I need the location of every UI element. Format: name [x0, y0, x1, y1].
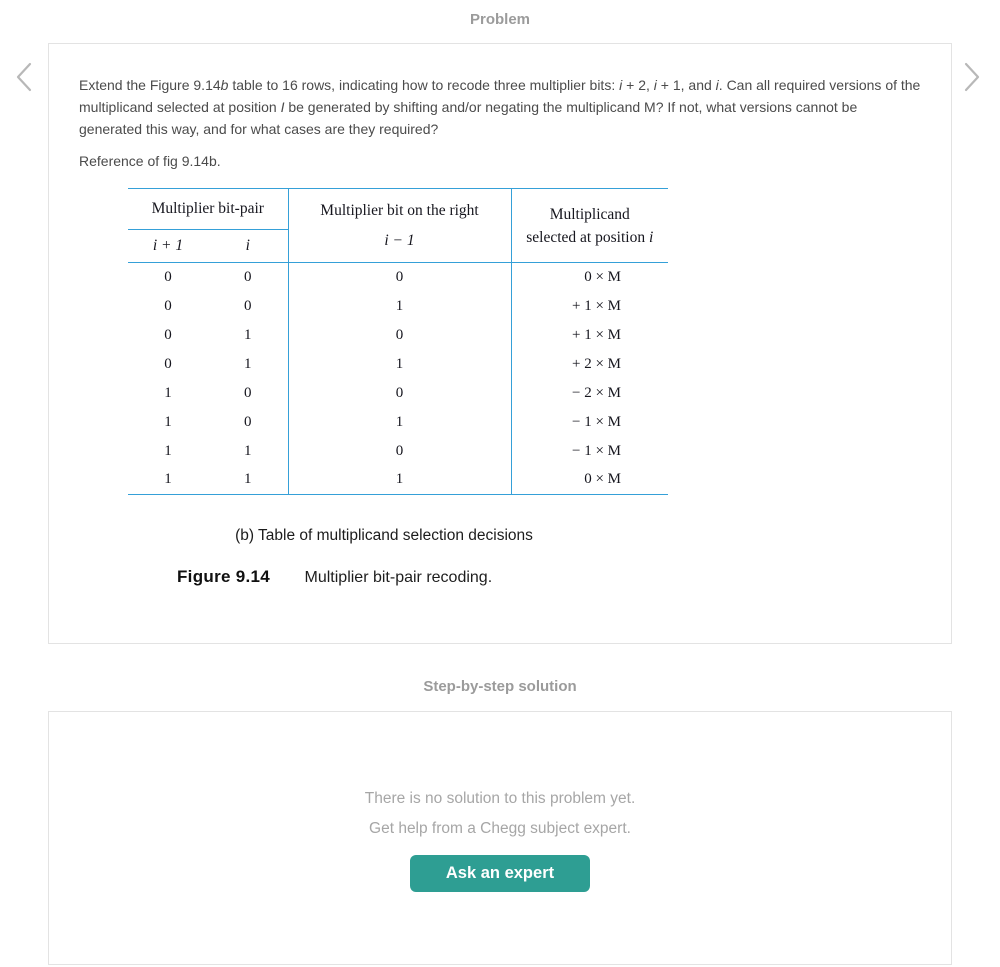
- table-cell: 1: [288, 350, 511, 379]
- column-header-bit-right-sub: i − 1: [384, 232, 415, 249]
- text-segment: table to 16 rows, indicating how to recode three multiplier bits:: [228, 77, 620, 93]
- table-cell: 0: [288, 437, 511, 466]
- column-header-bit-right: [288, 189, 511, 263]
- column-header-multiplicand-line2: [512, 226, 669, 249]
- problem-section-title: Problem: [469, 11, 530, 28]
- table-cell: 1: [164, 413, 172, 430]
- table-cell: 0: [244, 413, 252, 430]
- text-segment: i: [648, 228, 654, 246]
- text-segment: b: [220, 77, 229, 93]
- problem-card: [48, 43, 952, 644]
- reference-text: Reference of fig 9.14b.: [79, 153, 221, 169]
- table-row: [128, 321, 668, 350]
- table-cell: 1: [288, 466, 511, 495]
- text-segment: + 1, and: [656, 77, 716, 93]
- table-cell: 0: [244, 384, 252, 401]
- previous-problem-button[interactable]: [13, 60, 39, 94]
- table-cell: 0 × M: [511, 263, 668, 292]
- text-segment: Extend the Figure 9.14: [79, 77, 221, 93]
- problem-statement: [79, 74, 921, 140]
- text-segment: i: [715, 77, 719, 93]
- table-cell: 0: [288, 379, 511, 408]
- column-header-bit-right-title: Multiplier bit on the right: [320, 202, 479, 219]
- table-cell: 0: [164, 297, 172, 314]
- figure-label: Figure 9.14: [177, 567, 271, 586]
- figure-image: [128, 188, 921, 587]
- solution-section-title: Step-by-step solution: [423, 678, 577, 695]
- text-segment: selected at position: [526, 228, 649, 246]
- get-help-text: Get help from a Chegg subject expert.: [369, 820, 631, 837]
- text-segment: . Can all required versions of the multiplicand selected at position: [79, 77, 921, 115]
- table-cell: 1: [164, 471, 172, 488]
- table-cell: 0: [288, 263, 511, 292]
- table-row: [128, 466, 668, 495]
- column-header-multiplicand-line1: Multiplicand: [549, 205, 630, 223]
- figure-caption-line: [177, 567, 921, 587]
- table-cell: 0: [244, 268, 252, 285]
- table-cell: 1: [244, 442, 252, 459]
- table-cell: − 1 × M: [511, 437, 668, 466]
- column-header-bit-pair: Multiplier bit-pair: [128, 189, 288, 230]
- text-segment: I: [280, 99, 285, 115]
- table-row: [128, 292, 668, 321]
- table-cell: 0: [164, 355, 172, 372]
- table-cell: − 2 × M: [511, 379, 668, 408]
- subheader-i: i: [208, 230, 288, 263]
- chevron-right-icon: [961, 61, 987, 93]
- text-segment: i: [653, 77, 657, 93]
- table-cell: 1: [288, 408, 511, 437]
- text-segment: i: [619, 77, 623, 93]
- table-cell: 1: [288, 292, 511, 321]
- table-row: [128, 379, 668, 408]
- table-cell: 1: [244, 355, 252, 372]
- solution-card: [48, 711, 952, 965]
- subheader-i-plus-1: i + 1: [128, 230, 208, 263]
- ask-an-expert-button[interactable]: Ask an expert: [410, 855, 590, 892]
- text-segment: be generated by shifting and/or negating the multiplicand M? If not, what versions cannot be generated this way, and for what cases are they required?: [79, 99, 858, 137]
- chevron-left-icon: [13, 61, 39, 93]
- table-cell: + 1 × M: [511, 292, 668, 321]
- table-cell: + 1 × M: [511, 321, 668, 350]
- table-cell: − 1 × M: [511, 408, 668, 437]
- table-row: [128, 263, 668, 292]
- table-body: [128, 263, 668, 495]
- multiplicand-selection-table: [128, 188, 668, 495]
- table-cell: + 2 × M: [511, 350, 668, 379]
- table-row: [128, 350, 668, 379]
- table-caption: (b) Table of multiplicand selection decisions: [235, 527, 533, 544]
- table-row: [128, 408, 668, 437]
- table-cell: 0: [164, 268, 172, 285]
- next-problem-button[interactable]: [961, 60, 987, 94]
- table-cell: 0: [288, 321, 511, 350]
- table-cell: 1: [244, 471, 252, 488]
- table-cell: 0 × M: [511, 466, 668, 495]
- table-cell: 1: [164, 384, 172, 401]
- text-segment: + 2,: [622, 77, 654, 93]
- no-solution-text: There is no solution to this problem yet.: [364, 790, 636, 807]
- table-cell: 1: [244, 326, 252, 343]
- figure-title: Multiplier bit-pair recoding.: [304, 569, 493, 586]
- table-cell: 1: [164, 442, 172, 459]
- table-cell: 0: [164, 326, 172, 343]
- column-header-multiplicand: [511, 189, 668, 263]
- table-cell: 0: [244, 297, 252, 314]
- table-header: [128, 189, 668, 263]
- table-row: [128, 437, 668, 466]
